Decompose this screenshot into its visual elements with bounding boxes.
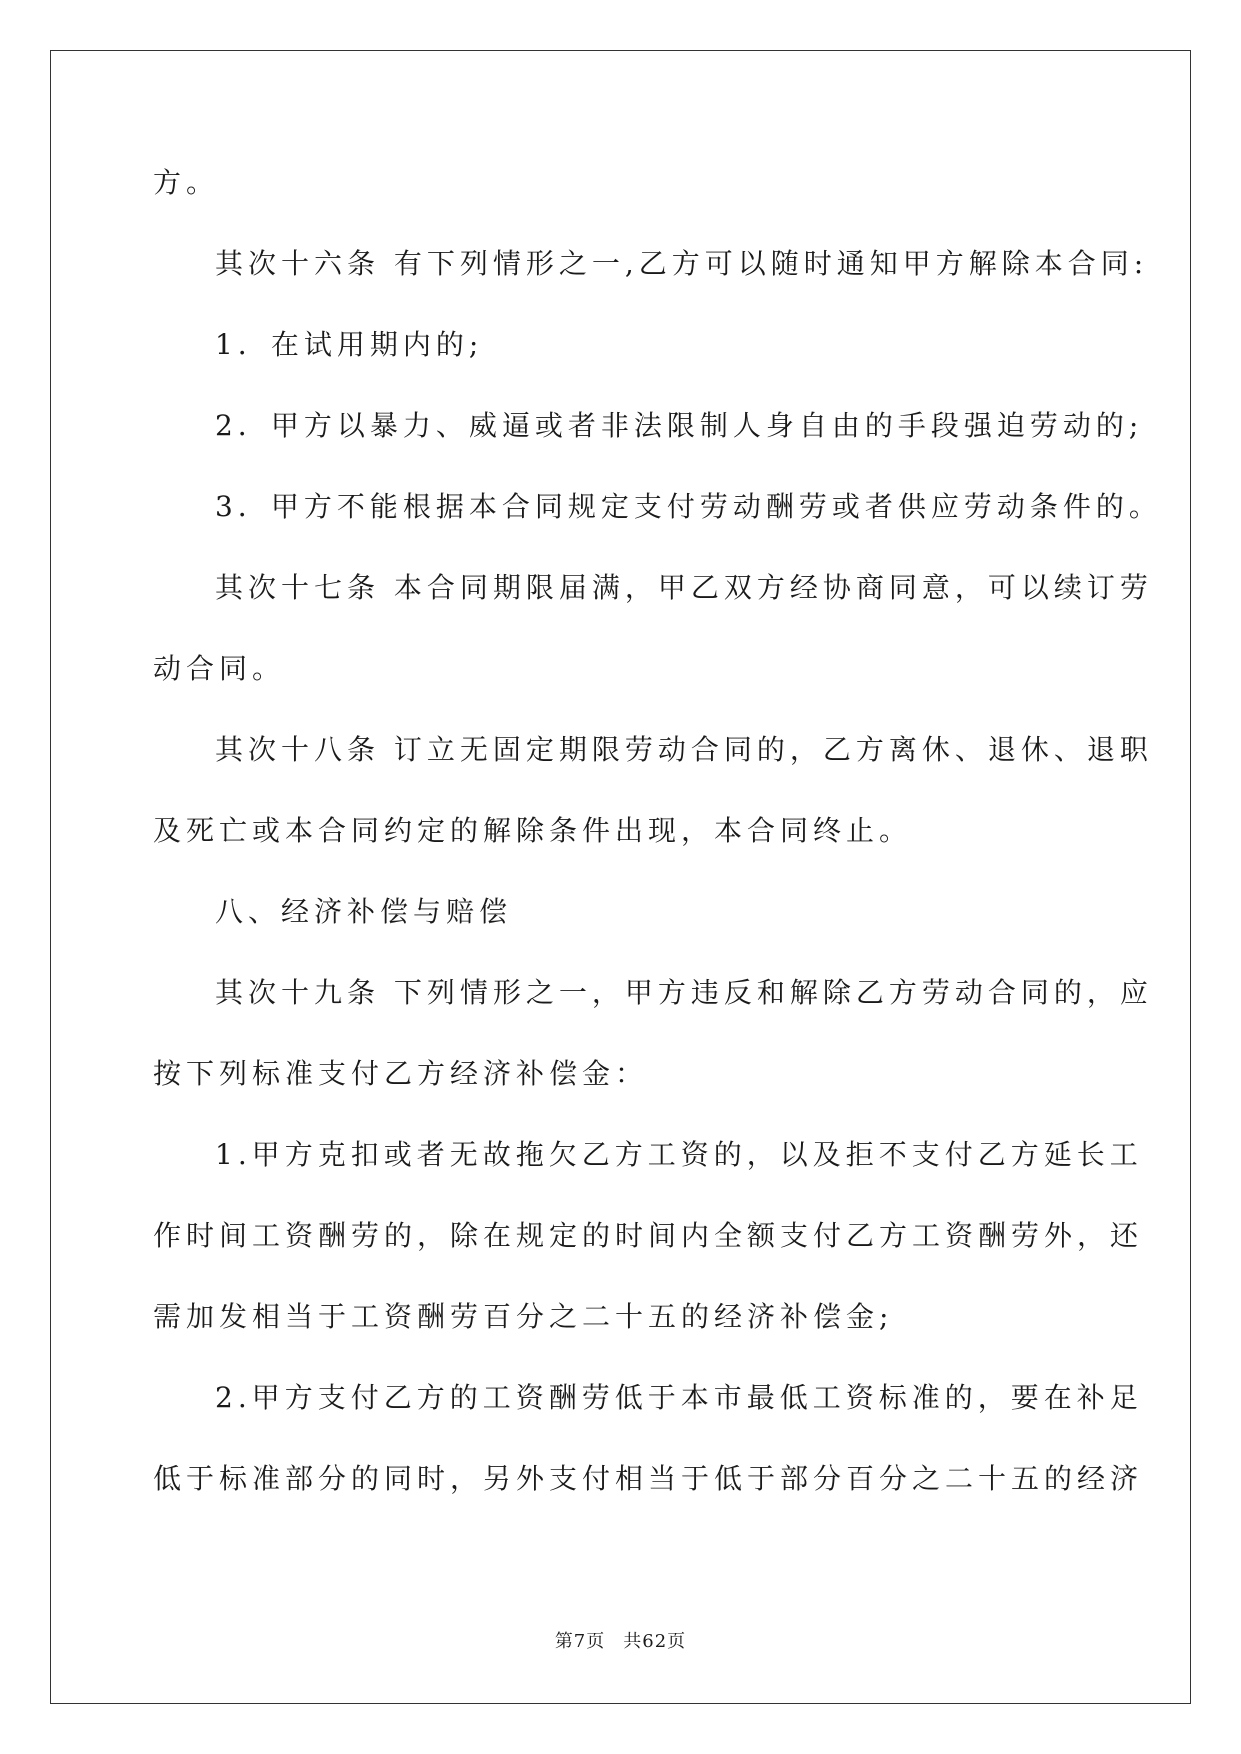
text-line: 2．甲方以暴力、威逼或者非法限制人身自由的手段强迫劳动的; bbox=[215, 409, 1144, 442]
text-line: 其次十八条 订立无固定期限劳动合同的，乙方离休、退休、退职 bbox=[215, 733, 1153, 766]
total-pages: 共62页 bbox=[623, 1631, 687, 1652]
text-line: 方。 bbox=[153, 166, 220, 199]
text-line: 低于标准部分的同时，另外支付相当于低于部分百分之二十五的经济 bbox=[153, 1462, 1144, 1495]
text-line: 其次十七条 本合同期限届满，甲乙双方经协商同意，可以续订劳 bbox=[215, 571, 1153, 604]
current-page-number: 第7页 bbox=[554, 1631, 606, 1652]
section-heading: 八、经济补偿与赔偿 bbox=[215, 895, 513, 928]
text-line: 按下列标准支付乙方经济补偿金： bbox=[153, 1057, 649, 1090]
text-line: 其次十六条 有下列情形之一,乙方可以随时通知甲方解除本合同: bbox=[215, 247, 1149, 280]
text-line: 1．在试用期内的; bbox=[215, 328, 484, 361]
text-line: 需加发相当于工资酬劳百分之二十五的经济补偿金; bbox=[153, 1300, 894, 1333]
page-footer bbox=[0, 1627, 1241, 1653]
text-line: 其次十九条 下列情形之一，甲方违反和解除乙方劳动合同的，应 bbox=[215, 976, 1153, 1009]
text-line: 3．甲方不能根据本合同规定支付劳动酬劳或者供应劳动条件的。 bbox=[215, 490, 1162, 523]
text-line: 及死亡或本合同约定的解除条件出现，本合同终止。 bbox=[153, 814, 913, 847]
document-body bbox=[153, 162, 1162, 1539]
text-line: 作时间工资酬劳的，除在规定的时间内全额支付乙方工资酬劳外，还 bbox=[153, 1219, 1144, 1252]
text-line: 2.甲方支付乙方的工资酬劳低于本市最低工资标准的，要在补足 bbox=[215, 1381, 1143, 1414]
text-line: 1.甲方克扣或者无故拖欠乙方工资的，以及拒不支付乙方延长工 bbox=[215, 1138, 1143, 1171]
text-line: 动合同。 bbox=[153, 652, 286, 685]
